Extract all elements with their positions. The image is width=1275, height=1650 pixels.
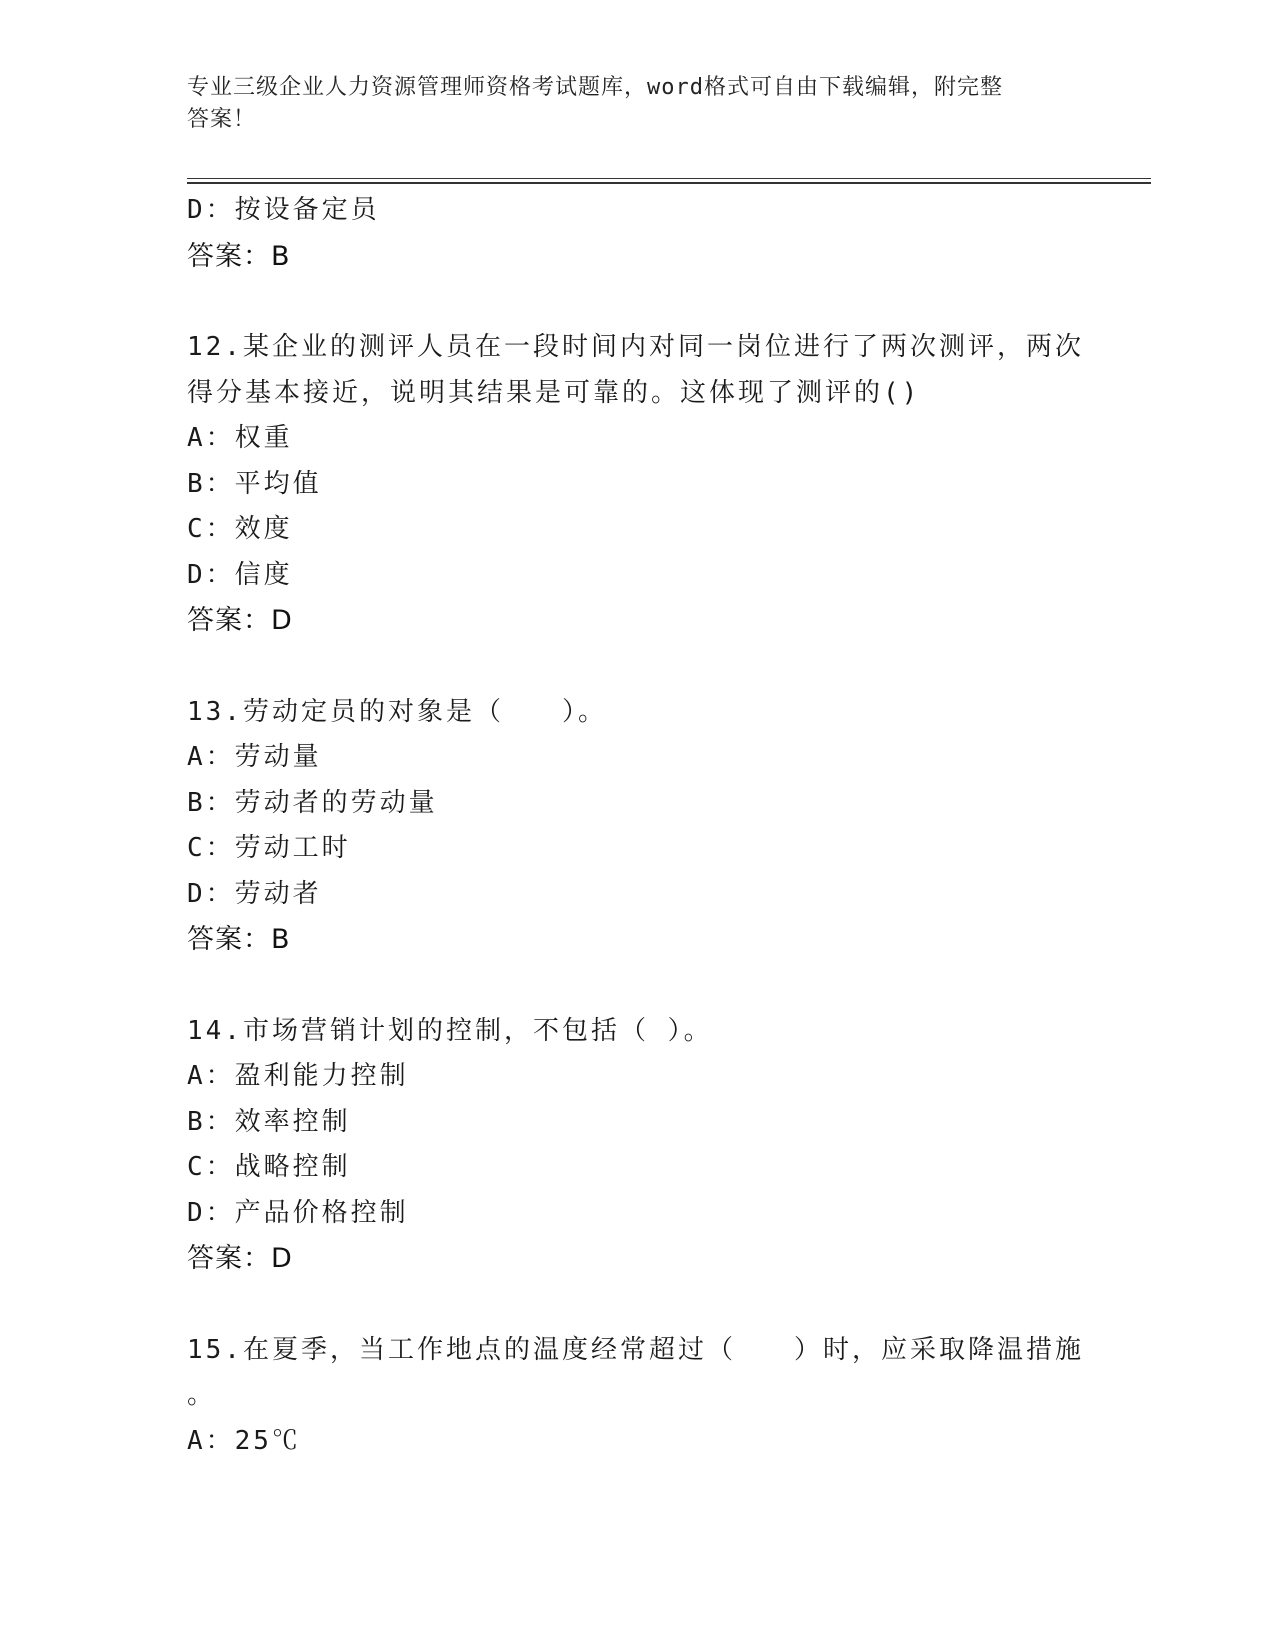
question-stem: 13.劳动定员的对象是（ ）。 [187,696,607,727]
option-a: A：劳动量 [187,742,322,772]
answer: 答案：B [187,240,291,272]
question-stem-line-2: 得分基本接近，说明其结果是可靠的。这体现了测评的() [187,377,921,408]
question-11-tail [187,188,1087,279]
header-line-2: 答案！ [187,107,257,132]
question-stem: 14.市场营销计划的控制，不包括（ ）。 [187,1015,713,1046]
option-d: D：劳动者 [187,878,322,909]
option-a: A：权重 [187,423,293,453]
answer: 答案：D [187,605,293,636]
answer: 答案：B [187,924,291,955]
header-line-1: 专业三级企业人力资源管理师资格考试题库，word格式可自由下载编辑，附完整 [187,75,1003,100]
option-a: A：25℃ [187,1425,301,1456]
option-c: C：战略控制 [187,1152,351,1182]
question-15 [187,1328,1087,1465]
option-d: D：按设备定员 [187,195,380,225]
header-divider-thick [187,182,1151,184]
option-d: D：信度 [187,559,293,590]
answer: 答案：D [187,1243,293,1274]
question-13 [187,690,1087,963]
question-12 [187,325,1087,644]
option-b: B：平均值 [187,468,322,499]
option-c: C：劳动工时 [187,833,351,863]
question-stem-line-1: 15.在夏季，当工作地点的温度经常超过（ ）时，应采取降温措施 [187,1334,1084,1365]
question-stem-line-1: 12.某企业的测评人员在一段时间内对同一岗位进行了两次测评，两次 [187,332,1084,362]
option-b: B：效率控制 [187,1106,351,1137]
document-header [187,72,1067,136]
question-stem-line-2: 。 [187,1380,217,1410]
question-14 [187,1009,1087,1282]
option-c: C：效度 [187,514,293,544]
option-a: A：盈利能力控制 [187,1061,409,1091]
option-d: D：产品价格控制 [187,1197,409,1228]
header-divider-thin [187,178,1151,179]
question-list [187,188,1087,1464]
option-b: B：劳动者的劳动量 [187,787,438,818]
